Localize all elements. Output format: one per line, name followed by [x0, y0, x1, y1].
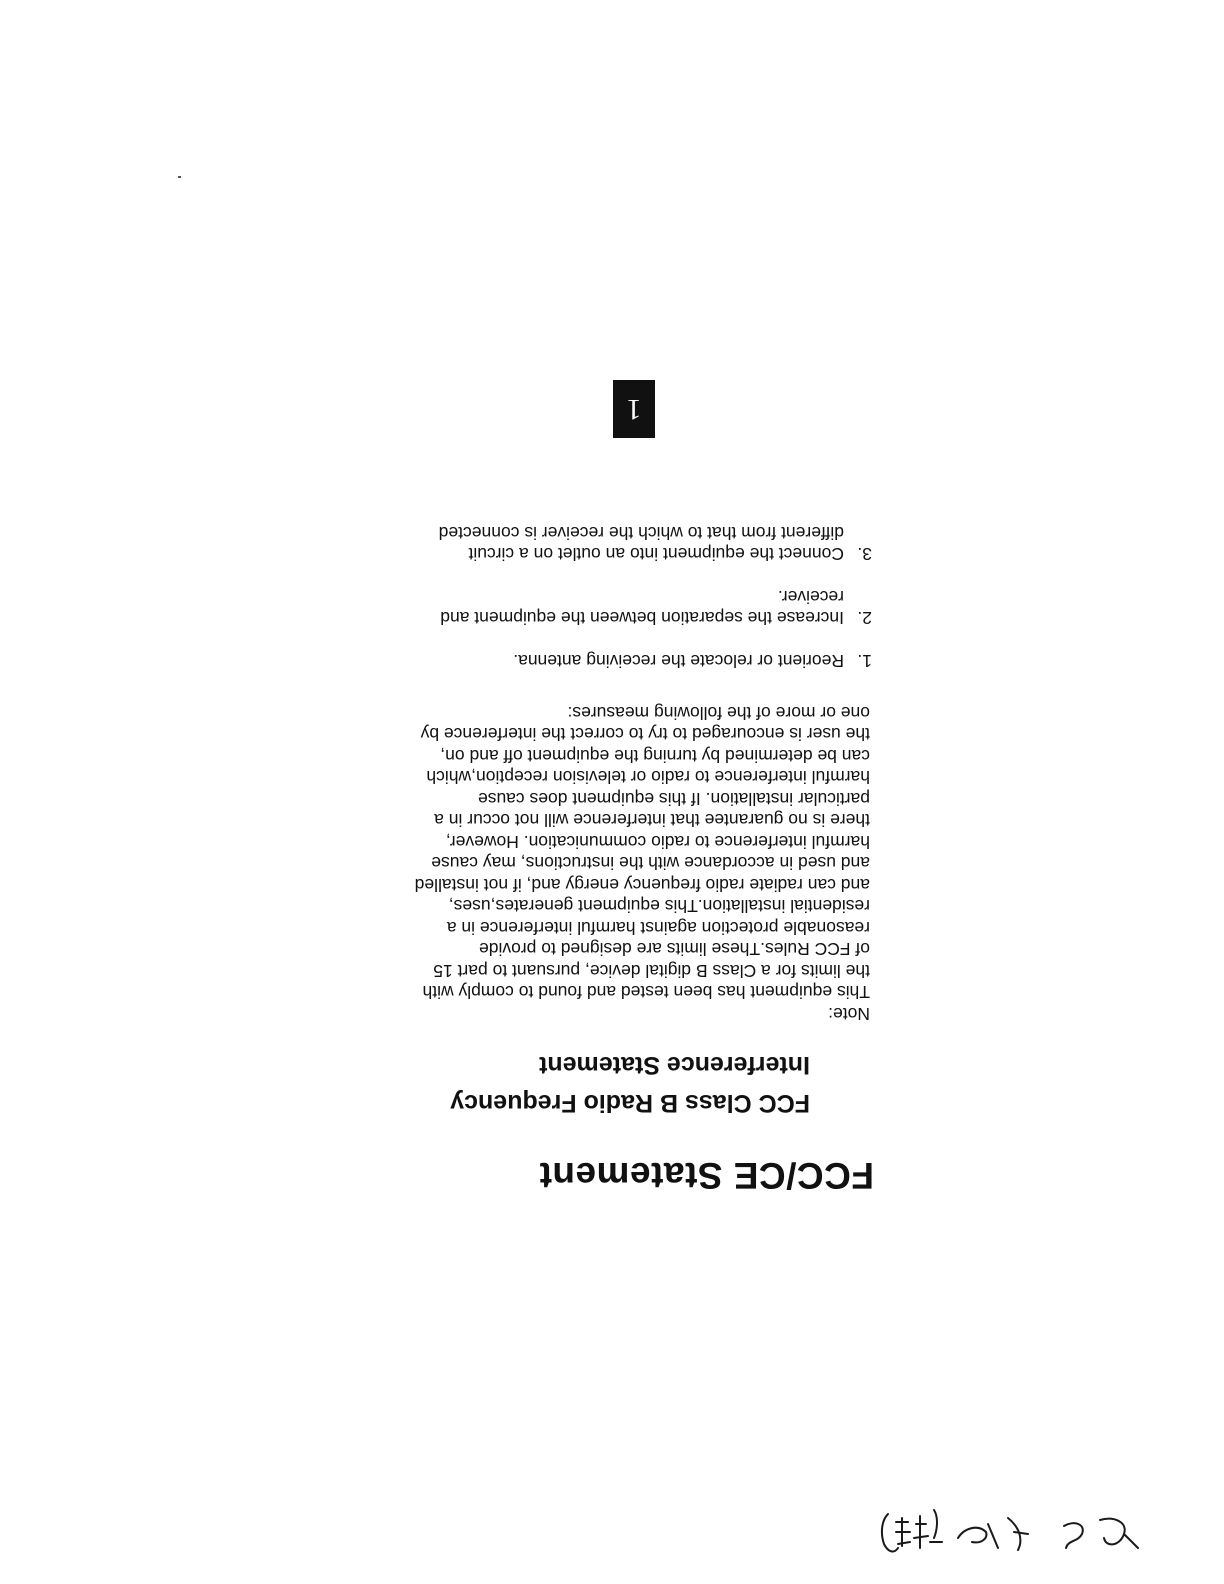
section-subtitle — [390, 1046, 810, 1122]
note-line: and can radiate radio frequency energy and, if not installed — [414, 875, 870, 895]
list-item — [352, 586, 872, 629]
note-line: there is no guarantee that interference will not occur in a — [434, 810, 870, 831]
section-number-tab: 1 — [613, 380, 655, 438]
note-line: harmful interference to radio communication. However, — [445, 832, 870, 852]
subtitle-line: Interference Statement — [539, 1051, 810, 1079]
note-line: of FCC Rules.These limits are designed to provide — [478, 939, 870, 960]
note-line: This equipment has been tested and found to comply with — [422, 982, 870, 1003]
note-line: harmful interference to radio or television reception,which — [426, 767, 870, 788]
list-item-line: different from that to which the receiver is connected — [438, 523, 844, 543]
measures-list — [352, 501, 872, 672]
note-line: reasonable protection against harmful interference in a — [446, 918, 870, 938]
note-line: can be determined by turning the equipment off and on, — [440, 746, 870, 766]
note-line: residential installation.This equipment generates,uses, — [448, 896, 870, 917]
page-title: FCC/CE Statement — [539, 1155, 874, 1196]
list-item-line: Reorient or relocate the receiving antenna. — [513, 651, 844, 671]
list-item-text — [352, 650, 844, 672]
list-item-text — [352, 586, 844, 629]
scan-speck — [178, 176, 181, 178]
list-item-number: 3. — [857, 544, 872, 565]
note-line: particular installation. If this equipment does cause — [477, 789, 870, 809]
list-item-number: 2. — [857, 608, 872, 629]
list-item-line: Connect the equipment into an outlet on a circuit — [468, 544, 844, 565]
note-line: Note: — [828, 1004, 870, 1024]
note-line: one or more of the following measures: — [567, 703, 870, 723]
list-item-number: 1. — [857, 651, 872, 671]
note-line: the limits for a Class B digital device, pursuant to part 15 — [433, 961, 870, 981]
list-item — [352, 522, 872, 565]
list-item-text — [352, 522, 844, 565]
list-item — [352, 650, 872, 672]
note-line: the user is encouraged to try to correct the interference by — [420, 724, 870, 745]
handwritten-signature — [868, 1498, 1158, 1570]
fcc-note-paragraph — [350, 702, 870, 1025]
note-line: and used in accordance with the instructions, may cause — [431, 853, 870, 874]
list-item-line: receiver. — [777, 587, 844, 607]
subtitle-line: FCC Class B Radio Frequency — [450, 1089, 810, 1117]
list-item-line: Increase the separation between the equipment and — [440, 608, 844, 629]
